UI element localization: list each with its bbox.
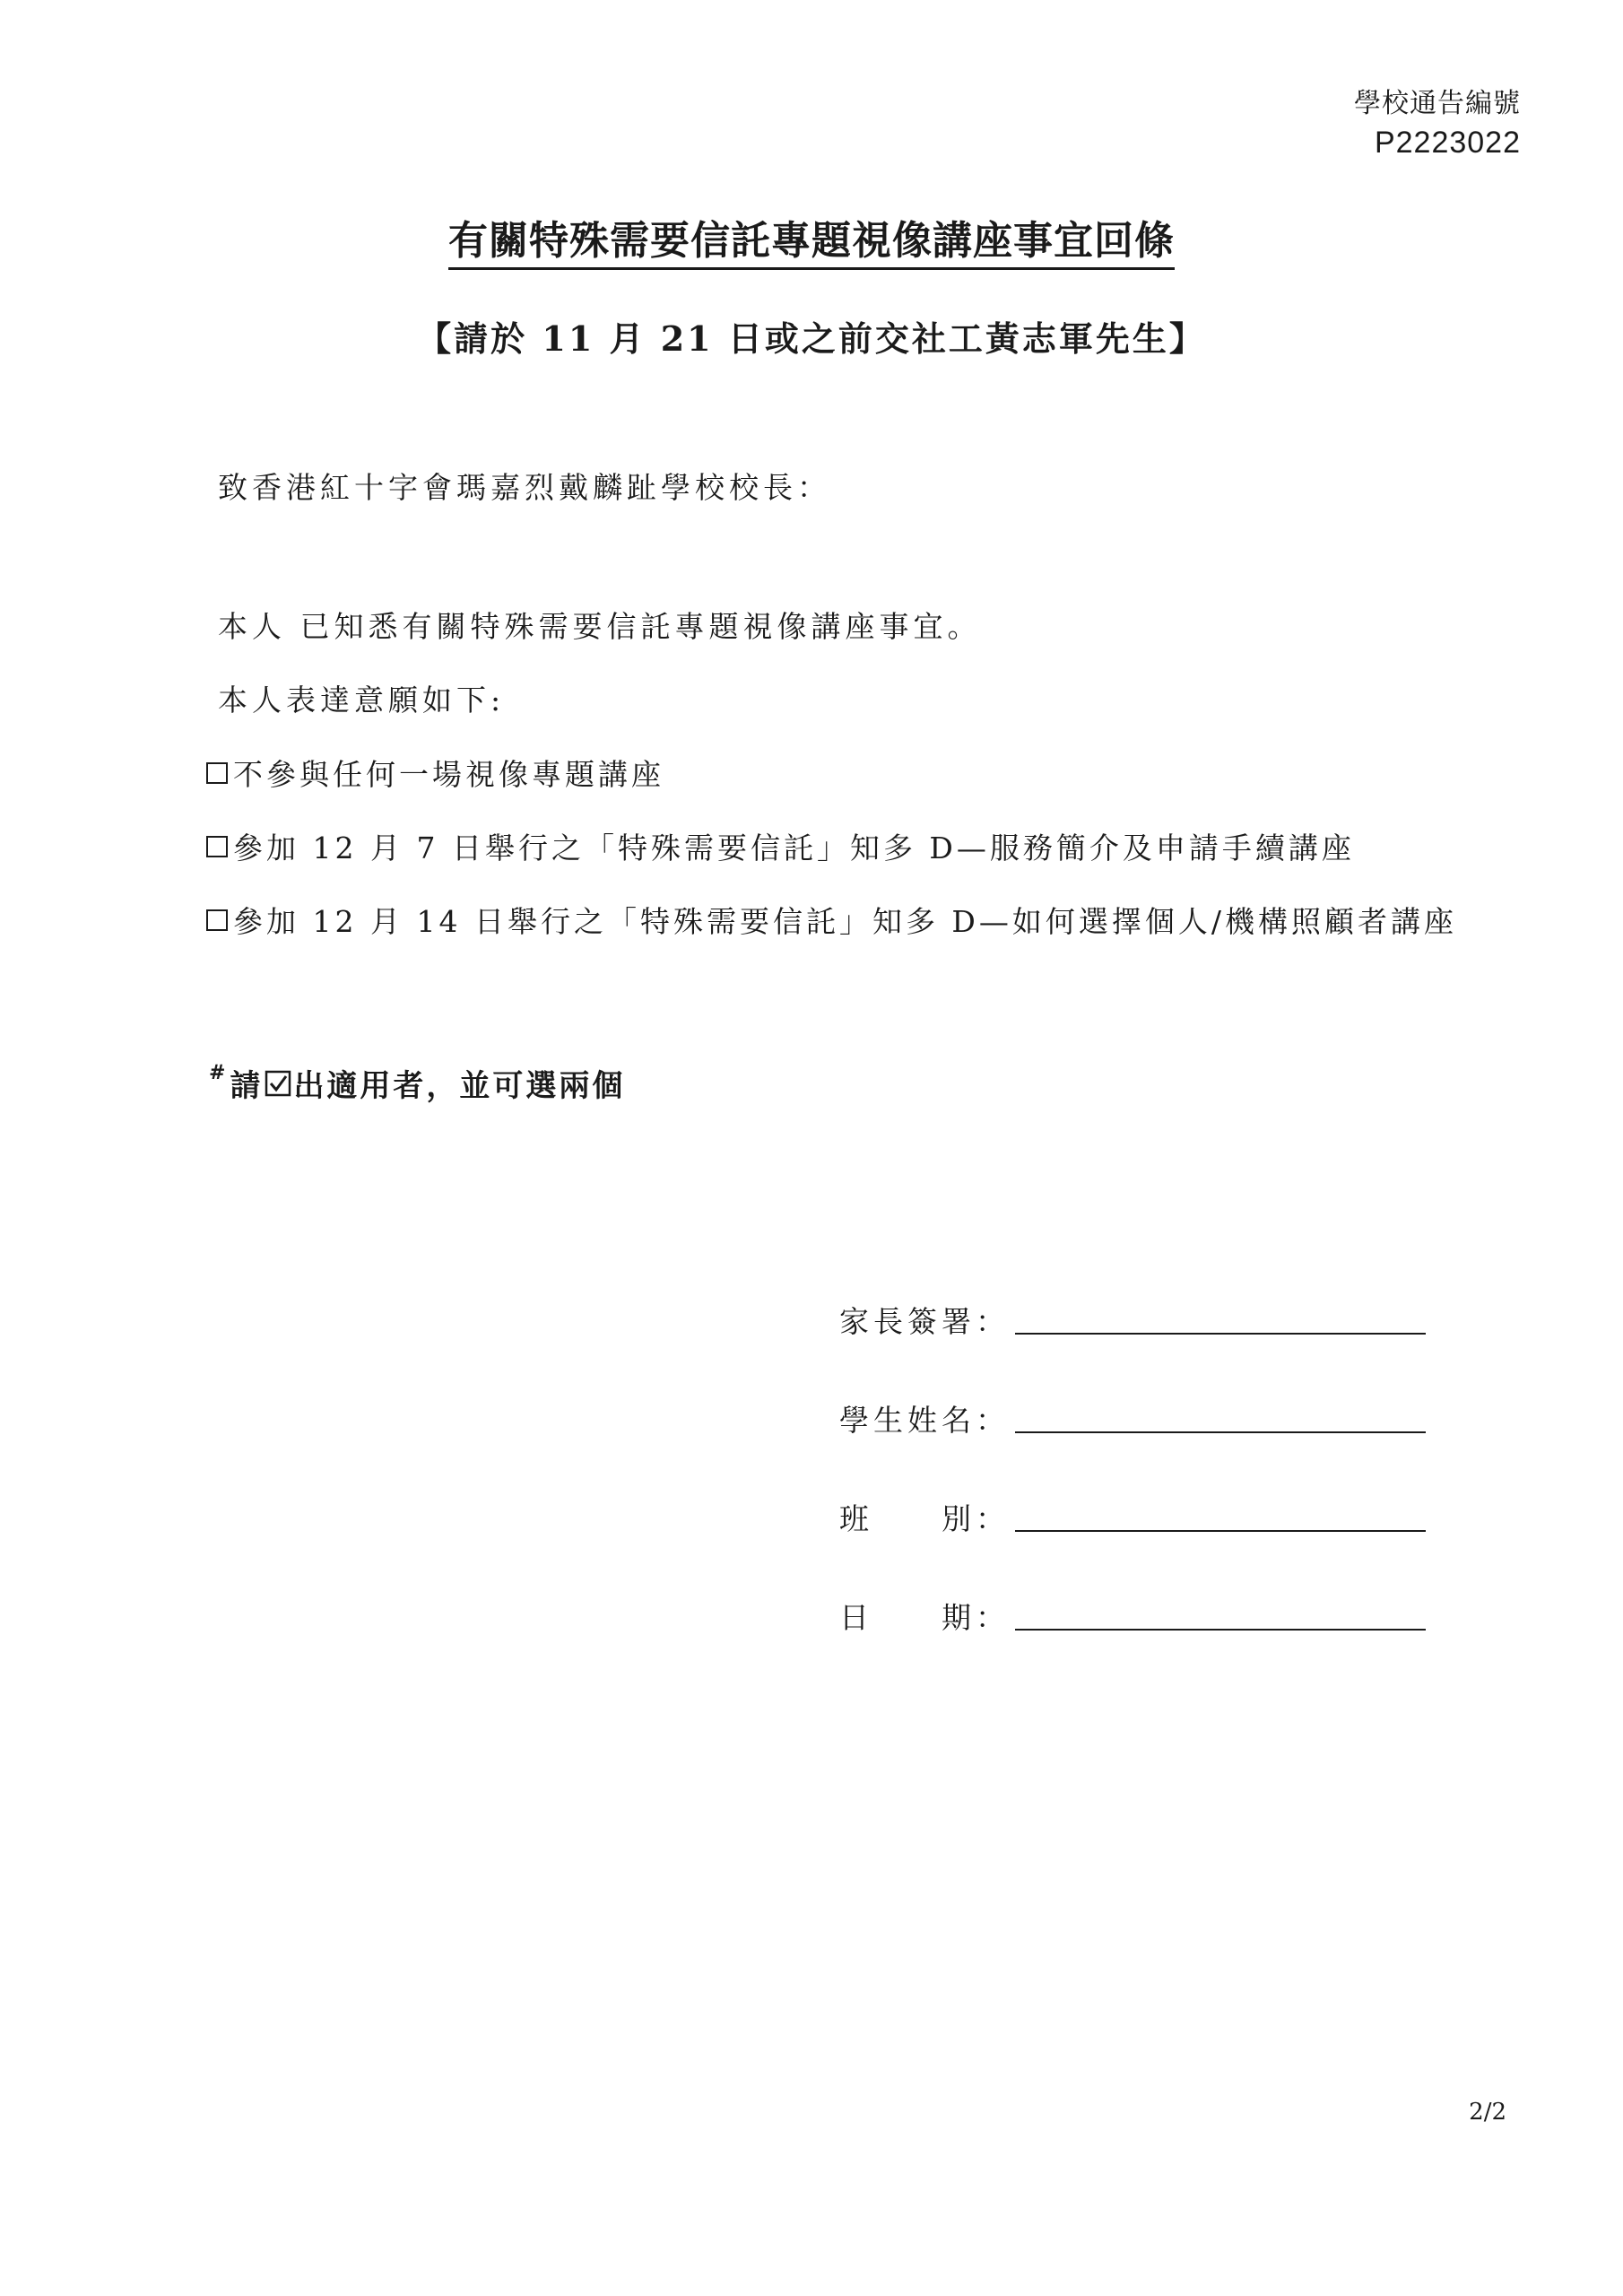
class-label: 班 別： — [839, 1501, 1010, 1536]
note-mark: # — [209, 1061, 229, 1084]
date-label: 日 期： — [839, 1600, 1010, 1635]
date-field[interactable] — [1015, 1629, 1426, 1631]
option-label: 參加 12 月 14 日舉行之「特殊需要信託」知多 D—如何選擇個人/機構照顧者講座 — [233, 904, 1458, 939]
student-name-field[interactable] — [1015, 1431, 1426, 1433]
option-row[interactable] — [206, 825, 1355, 867]
class-field[interactable] — [1015, 1530, 1426, 1532]
student-name-label: 學生姓名： — [839, 1403, 1010, 1438]
page-number: 2/2 — [1469, 2099, 1506, 2126]
parent-signature-field[interactable] — [1015, 1333, 1426, 1335]
page-title — [0, 208, 1623, 265]
selection-note — [209, 1061, 625, 1105]
notice-number-label: 學校通告編號 — [1354, 89, 1521, 118]
option-label: 參加 12 月 7 日舉行之「特殊需要信託」知多 D—服務簡介及申請手續講座 — [233, 831, 1355, 865]
option-row[interactable] — [206, 899, 1457, 941]
addressee: 致香港紅十字會瑪嘉烈戴麟趾學校校長： — [218, 470, 831, 505]
notice-number: P2223022 — [1374, 126, 1521, 160]
acknowledgement-statement: 本人 已知悉有關特殊需要信託專題視像講座事宜。 — [218, 609, 982, 644]
note-text-after: 出適用者，並可選兩個 — [293, 1068, 626, 1104]
option-checkbox[interactable] — [206, 836, 228, 857]
option-checkbox[interactable] — [206, 909, 228, 931]
checked-box-icon — [265, 1070, 291, 1097]
parent-signature-label: 家長簽署： — [839, 1304, 1010, 1339]
wish-intro: 本人表達意願如下: — [218, 683, 506, 718]
note-text-before: 請 — [230, 1068, 264, 1104]
deadline-instruction: 【請於 11 月 21 日或之前交社工黃志軍先生】 — [417, 318, 1206, 359]
option-checkbox[interactable] — [206, 762, 228, 784]
option-row[interactable] — [206, 752, 664, 794]
page-title-text: 有關特殊需要信託專題視像講座事宜回條 — [448, 218, 1175, 270]
option-label: 不參與任何一場視像專題講座 — [233, 757, 664, 792]
